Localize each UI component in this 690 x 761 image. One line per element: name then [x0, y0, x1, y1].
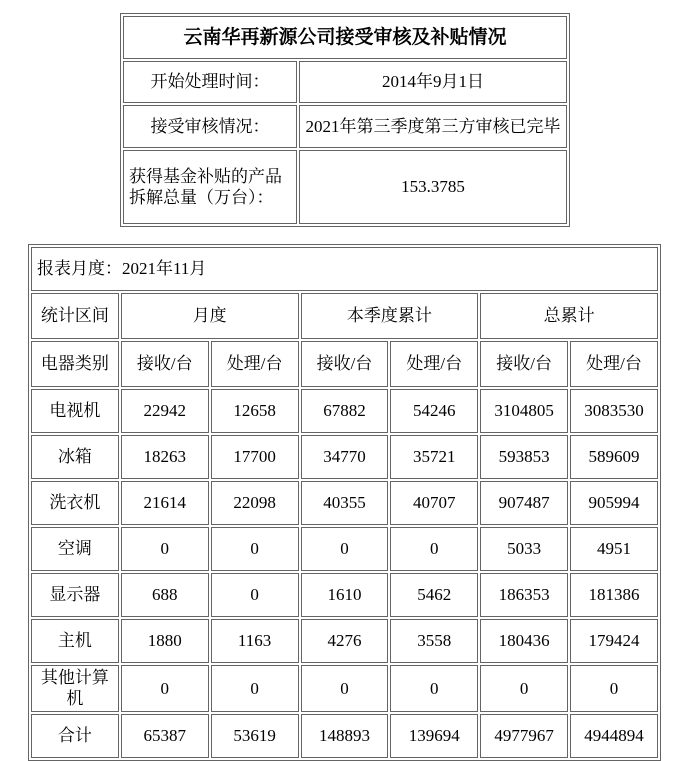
table-row-host: [31, 619, 658, 663]
table-row-aircon: [31, 527, 658, 571]
summary-label-start-time: 开始处理时间：: [123, 61, 297, 103]
cell-value: 589609: [570, 435, 658, 479]
header-stat-interval: 统计区间: [31, 293, 119, 339]
summary-table: [120, 13, 570, 227]
header-group-month: 月度: [121, 293, 299, 339]
cell-value: 3104805: [480, 389, 568, 433]
header-received-quarter: 接收/台: [301, 341, 389, 387]
cell-value: 12658: [211, 389, 299, 433]
cell-value: 40707: [390, 481, 478, 525]
cell-value: 186353: [480, 573, 568, 617]
header-received-month: 接收/台: [121, 341, 209, 387]
header-processed-total: 处理/台: [570, 341, 658, 387]
cell-value: 54246: [390, 389, 478, 433]
report-period-value: 2021年11月: [122, 259, 207, 279]
cell-value: 0: [211, 665, 299, 712]
cell-value: 34770: [301, 435, 389, 479]
cell-value: 905994: [570, 481, 658, 525]
summary-title: 云南华再新源公司接受审核及补贴情况: [123, 16, 567, 59]
table-row-washer: [31, 481, 658, 525]
header-category: 电器类别: [31, 341, 119, 387]
header-group-total: 总累计: [480, 293, 658, 339]
cell-value: 65387: [121, 714, 209, 758]
cell-value: 181386: [570, 573, 658, 617]
row-category: 电视机: [31, 389, 119, 433]
cell-value: 67882: [301, 389, 389, 433]
cell-value: 40355: [301, 481, 389, 525]
summary-label-audit-status: 接受审核情况：: [123, 105, 297, 148]
table-row-monitor: [31, 573, 658, 617]
cell-value: 1163: [211, 619, 299, 663]
cell-value: 3558: [390, 619, 478, 663]
cell-value: 1610: [301, 573, 389, 617]
monthly-report-table: [28, 244, 661, 761]
summary-value-start-time: 2014年9月1日: [299, 61, 567, 103]
cell-value: 180436: [480, 619, 568, 663]
cell-value: 0: [390, 665, 478, 712]
report-period-label: 报表月度：: [37, 259, 122, 279]
row-category: 空调: [31, 527, 119, 571]
cell-value: 148893: [301, 714, 389, 758]
report-period-cell: [31, 247, 658, 291]
cell-value: 4977967: [480, 714, 568, 758]
cell-value: 0: [121, 665, 209, 712]
cell-value: 53619: [211, 714, 299, 758]
cell-value: 21614: [121, 481, 209, 525]
row-category: 洗衣机: [31, 481, 119, 525]
cell-value: 17700: [211, 435, 299, 479]
cell-value: 5462: [390, 573, 478, 617]
cell-value: 22098: [211, 481, 299, 525]
summary-value-subsidized-total: 153.3785: [299, 150, 567, 224]
cell-value: 0: [390, 527, 478, 571]
cell-value: 0: [301, 527, 389, 571]
cell-value: 688: [121, 573, 209, 617]
cell-value: 3083530: [570, 389, 658, 433]
row-category: 主机: [31, 619, 119, 663]
row-category: 冰箱: [31, 435, 119, 479]
header-received-total: 接收/台: [480, 341, 568, 387]
row-category: 合计: [31, 714, 119, 758]
row-category: 其他计算机: [31, 665, 119, 712]
cell-value: 0: [480, 665, 568, 712]
cell-value: 0: [301, 665, 389, 712]
cell-value: 139694: [390, 714, 478, 758]
table-row-total: [31, 714, 658, 758]
table-row-fridge: [31, 435, 658, 479]
cell-value: 0: [121, 527, 209, 571]
cell-value: 0: [570, 665, 658, 712]
cell-value: 0: [211, 527, 299, 571]
header-processed-month: 处理/台: [211, 341, 299, 387]
cell-value: 4951: [570, 527, 658, 571]
cell-value: 4276: [301, 619, 389, 663]
header-processed-quarter: 处理/台: [390, 341, 478, 387]
cell-value: 18263: [121, 435, 209, 479]
cell-value: 1880: [121, 619, 209, 663]
cell-value: 5033: [480, 527, 568, 571]
cell-value: 0: [211, 573, 299, 617]
cell-value: 35721: [390, 435, 478, 479]
header-group-quarter: 本季度累计: [301, 293, 479, 339]
row-category: 显示器: [31, 573, 119, 617]
summary-value-audit-status: 2021年第三季度第三方审核已完毕: [299, 105, 567, 148]
summary-label-subsidized-total: 获得基金补贴的产品拆解总量（万台）：: [123, 150, 297, 224]
cell-value: 593853: [480, 435, 568, 479]
cell-value: 907487: [480, 481, 568, 525]
table-row-other-computer: [31, 665, 658, 712]
table-row-tv: [31, 389, 658, 433]
cell-value: 179424: [570, 619, 658, 663]
cell-value: 4944894: [570, 714, 658, 758]
cell-value: 22942: [121, 389, 209, 433]
